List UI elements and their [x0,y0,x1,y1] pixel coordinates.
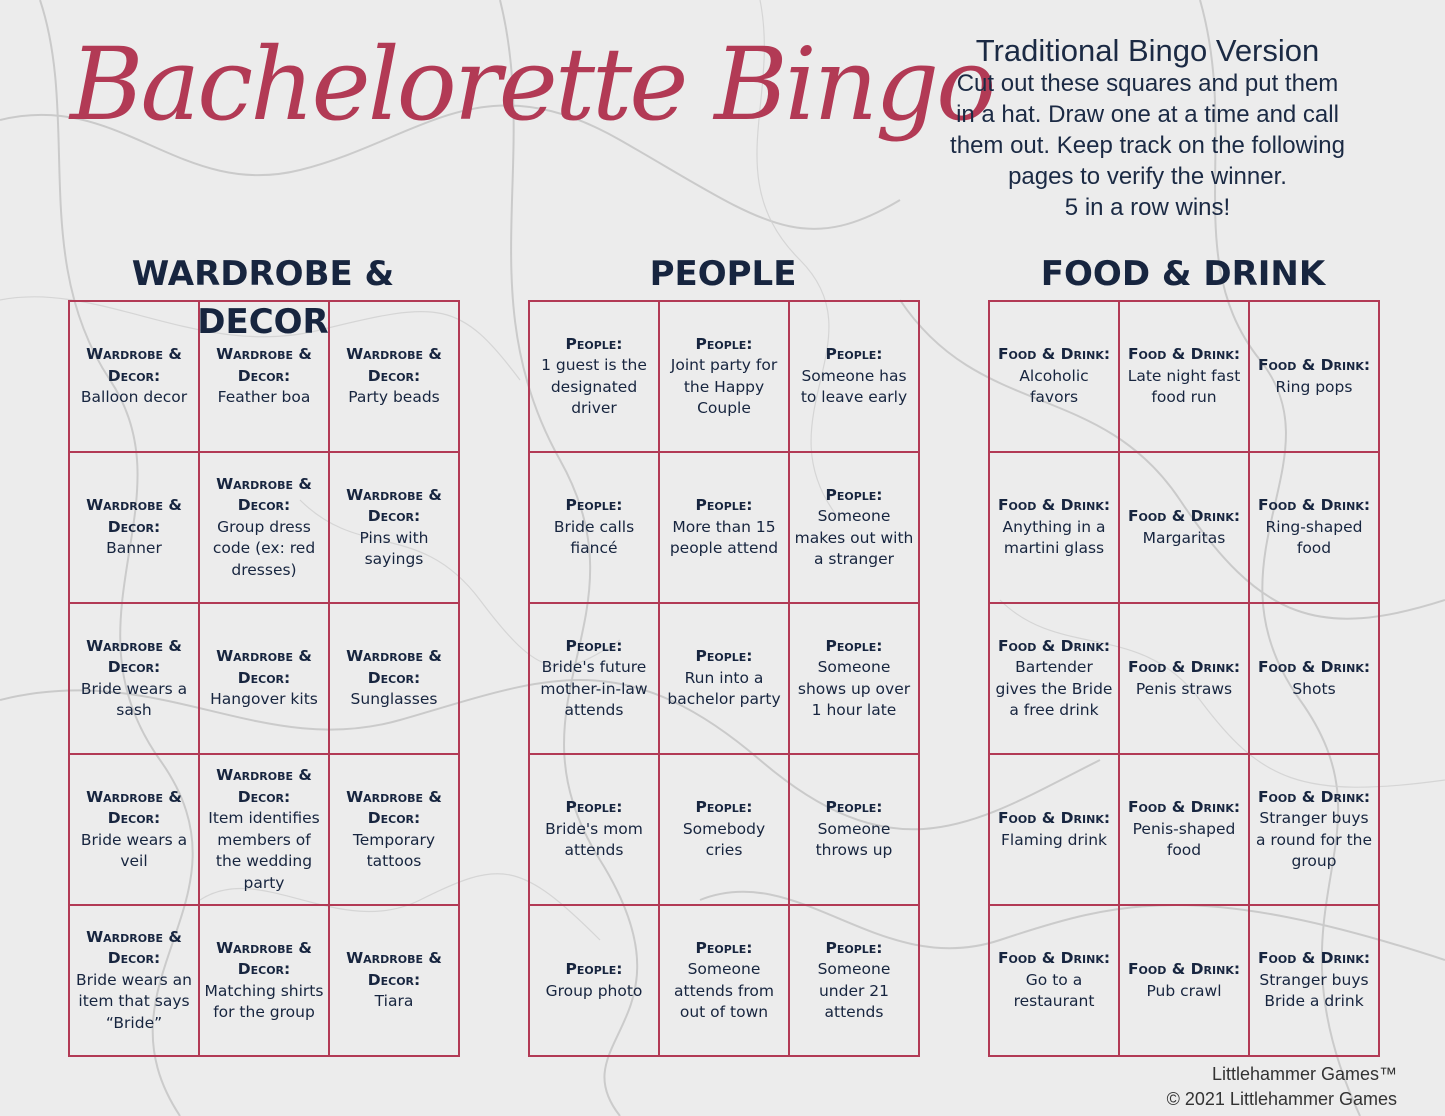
bingo-square [790,604,920,755]
square-text: Bartender gives the Bride a free drink [995,658,1113,719]
footer-copyright: © 2021 Littlehammer Games [1166,1089,1397,1109]
square-category: Wardrobe & Decor: [86,636,182,676]
square-category: Wardrobe & Decor: [216,474,312,515]
bingo-square [790,755,920,906]
square-category: People: [695,938,753,957]
bingo-square [1120,453,1250,604]
square-category: Food & Drink: [1257,787,1371,806]
bingo-square [790,302,920,453]
square-text: Someone shows up over 1 hour late [797,658,911,719]
bingo-square [660,755,790,906]
square-category: Food & Drink: [1127,345,1241,364]
square-text: Someone makes out with a stranger [794,507,914,568]
instructions-heading: Traditional Bingo Version [975,33,1320,68]
square-text: Joint party for the Happy Couple [670,356,778,417]
square-category: People: [695,334,753,353]
square-text: Bride calls fiancé [553,517,635,558]
bingo-square [200,755,330,906]
square-category: Wardrobe & Decor: [86,927,182,968]
bingo-square [790,453,920,604]
bingo-square [530,906,660,1057]
bingo-square [70,453,200,604]
square-category: Wardrobe & Decor: [346,949,442,989]
square-text: 1 guest is the designated driver [541,356,647,417]
bingo-square [70,906,200,1057]
bingo-square [990,755,1120,906]
bingo-square [200,453,330,604]
square-category: Food & Drink: [1127,960,1241,978]
bingo-square [70,302,200,453]
square-text: Margaritas [1142,528,1226,547]
square-text: Shots [1292,679,1336,698]
bingo-square [660,302,790,453]
square-category: Wardrobe & Decor: [346,647,442,687]
square-text: Ring-shaped food [1265,517,1363,558]
square-category: People: [825,636,883,655]
bingo-square [200,604,330,755]
square-text: Someone attends from out of town [674,960,774,1021]
bingo-square [530,604,660,755]
bingo-square [790,906,920,1057]
bingo-square [990,453,1120,604]
square-category: Food & Drink: [997,345,1111,364]
bingo-square [530,302,660,453]
square-text: Hangover kits [210,690,318,709]
square-text: Somebody cries [682,819,766,860]
square-text: Pins with sayings [359,528,429,568]
section-wardrobe-decor [68,250,458,1057]
section-title: WARDROBE & DECOR [131,254,395,342]
square-category: Wardrobe & Decor: [216,766,312,806]
square-text: Pub crawl [1146,981,1222,1000]
square-category: Food & Drink: [1257,496,1371,515]
bingo-square [70,755,200,906]
square-category: Food & Drink: [997,809,1111,827]
square-category: Food & Drink: [1127,507,1241,525]
instructions [915,34,1380,223]
footer [1167,1062,1397,1112]
square-text: Matching shirts for the group [204,981,324,1021]
square-text: Stranger buys Bride a drink [1259,970,1369,1011]
square-text: Someone throws up [815,819,893,860]
bingo-square [1250,755,1380,906]
square-text: Run into a bachelor party [667,668,781,709]
bingo-square [660,906,790,1057]
section-people [528,250,918,1057]
bingo-square [1250,604,1380,755]
section-title: PEOPLE [649,254,797,294]
square-category: People: [825,485,883,504]
square-text: Sunglasses [350,690,438,709]
square-category: People: [565,496,623,515]
bingo-square [70,604,200,755]
square-category: Wardrobe & Decor: [216,345,312,385]
bingo-square [200,302,330,453]
bingo-square [1250,302,1380,453]
square-category: Wardrobe & Decor: [86,345,182,385]
square-category: Wardrobe & Decor: [216,938,312,978]
square-category: Wardrobe & Decor: [86,787,182,827]
square-category: Wardrobe & Decor: [346,345,442,385]
square-category: Wardrobe & Decor: [346,485,442,525]
bingo-square [330,604,460,755]
bingo-square [330,453,460,604]
section-food-drink [988,250,1378,1057]
square-text: Bride wears a veil [80,830,188,870]
square-text: Anything in a martini glass [1002,517,1106,558]
square-category: People: [695,647,753,666]
instructions-line: in a hat. Draw one at a time and call [956,101,1339,128]
square-category: Food & Drink: [997,636,1111,655]
square-category: People: [565,960,623,978]
square-text: Late night fast food run [1127,366,1241,407]
square-category: People: [825,798,883,817]
square-category: Food & Drink: [1127,658,1241,676]
square-category: Food & Drink: [997,496,1111,515]
bingo-square [660,453,790,604]
square-category: Food & Drink: [1257,356,1371,374]
square-text: Tiara [374,992,414,1011]
square-category: People: [825,345,883,364]
square-category: Food & Drink: [1127,798,1241,817]
bingo-square [530,453,660,604]
square-category: Wardrobe & Decor: [346,787,442,827]
square-category: People: [565,798,623,817]
square-text: Bride wears an item that says “Bride” [75,970,193,1032]
square-text: Bride's future mother-in-law attends [540,658,648,719]
bingo-square [330,302,460,453]
bingo-grid [528,300,920,1057]
square-category: People: [565,636,623,655]
square-text: Stranger buys a round for the group [1255,809,1373,870]
bingo-grid [68,300,460,1057]
square-category: Food & Drink: [1257,658,1371,676]
square-text: Ring pops [1275,377,1353,396]
square-text: Penis straws [1135,679,1233,698]
bingo-square [990,906,1120,1057]
square-text: Bride wears a sash [80,679,188,719]
square-category: People: [695,496,753,515]
square-category: Wardrobe & Decor: [86,496,182,536]
bingo-square [1120,604,1250,755]
footer-brand: Littlehammer Games™ [1211,1064,1397,1084]
section-title: FOOD & DRINK [1040,254,1326,294]
bingo-square [330,755,460,906]
bingo-grid [988,300,1380,1057]
square-text: Feather boa [217,388,311,407]
bingo-square [200,906,330,1057]
square-text: Balloon decor [80,388,188,407]
square-text: More than 15 people attend [669,517,779,558]
square-text: Go to a restaurant [1013,970,1095,1011]
bingo-square [1250,906,1380,1057]
page-title: Bachelorette Bingo [70,26,994,143]
square-text: Group photo [545,981,643,1000]
square-category: People: [695,798,753,817]
square-text: Item identifies members of the wedding party [208,809,320,892]
square-text: Temporary tattoos [352,830,436,870]
square-category: Food & Drink: [1257,949,1371,968]
square-text: Alcoholic favors [1019,366,1089,407]
bingo-square [1120,906,1250,1057]
bingo-square [990,604,1120,755]
square-category: People: [825,938,883,957]
instructions-line: 5 in a row wins! [1064,194,1231,221]
bingo-square [1250,453,1380,604]
instructions-line: them out. Keep track on the following [950,132,1345,159]
instructions-line: Cut out these squares and put them [956,70,1339,97]
instructions-line: pages to verify the winner. [1008,163,1287,190]
square-text: Someone has to leave early [800,366,908,407]
bingo-square [530,755,660,906]
square-text: Penis-shaped food [1132,819,1236,860]
square-text: Banner [106,539,162,558]
square-text: Party beads [348,388,440,407]
square-category: Wardrobe & Decor: [216,647,312,687]
bingo-square [330,906,460,1057]
square-text: Group dress code (ex: red dresses) [212,517,316,579]
instructions-body [915,68,1380,223]
square-category: People: [565,334,623,353]
bingo-square [660,604,790,755]
square-text: Someone under 21 attends [817,960,891,1021]
bingo-square [1120,755,1250,906]
square-category: Food & Drink: [997,949,1111,968]
bingo-square [990,302,1120,453]
bingo-square [1120,302,1250,453]
square-text: Bride's mom attends [545,819,643,860]
square-text: Flaming drink [1000,830,1108,849]
